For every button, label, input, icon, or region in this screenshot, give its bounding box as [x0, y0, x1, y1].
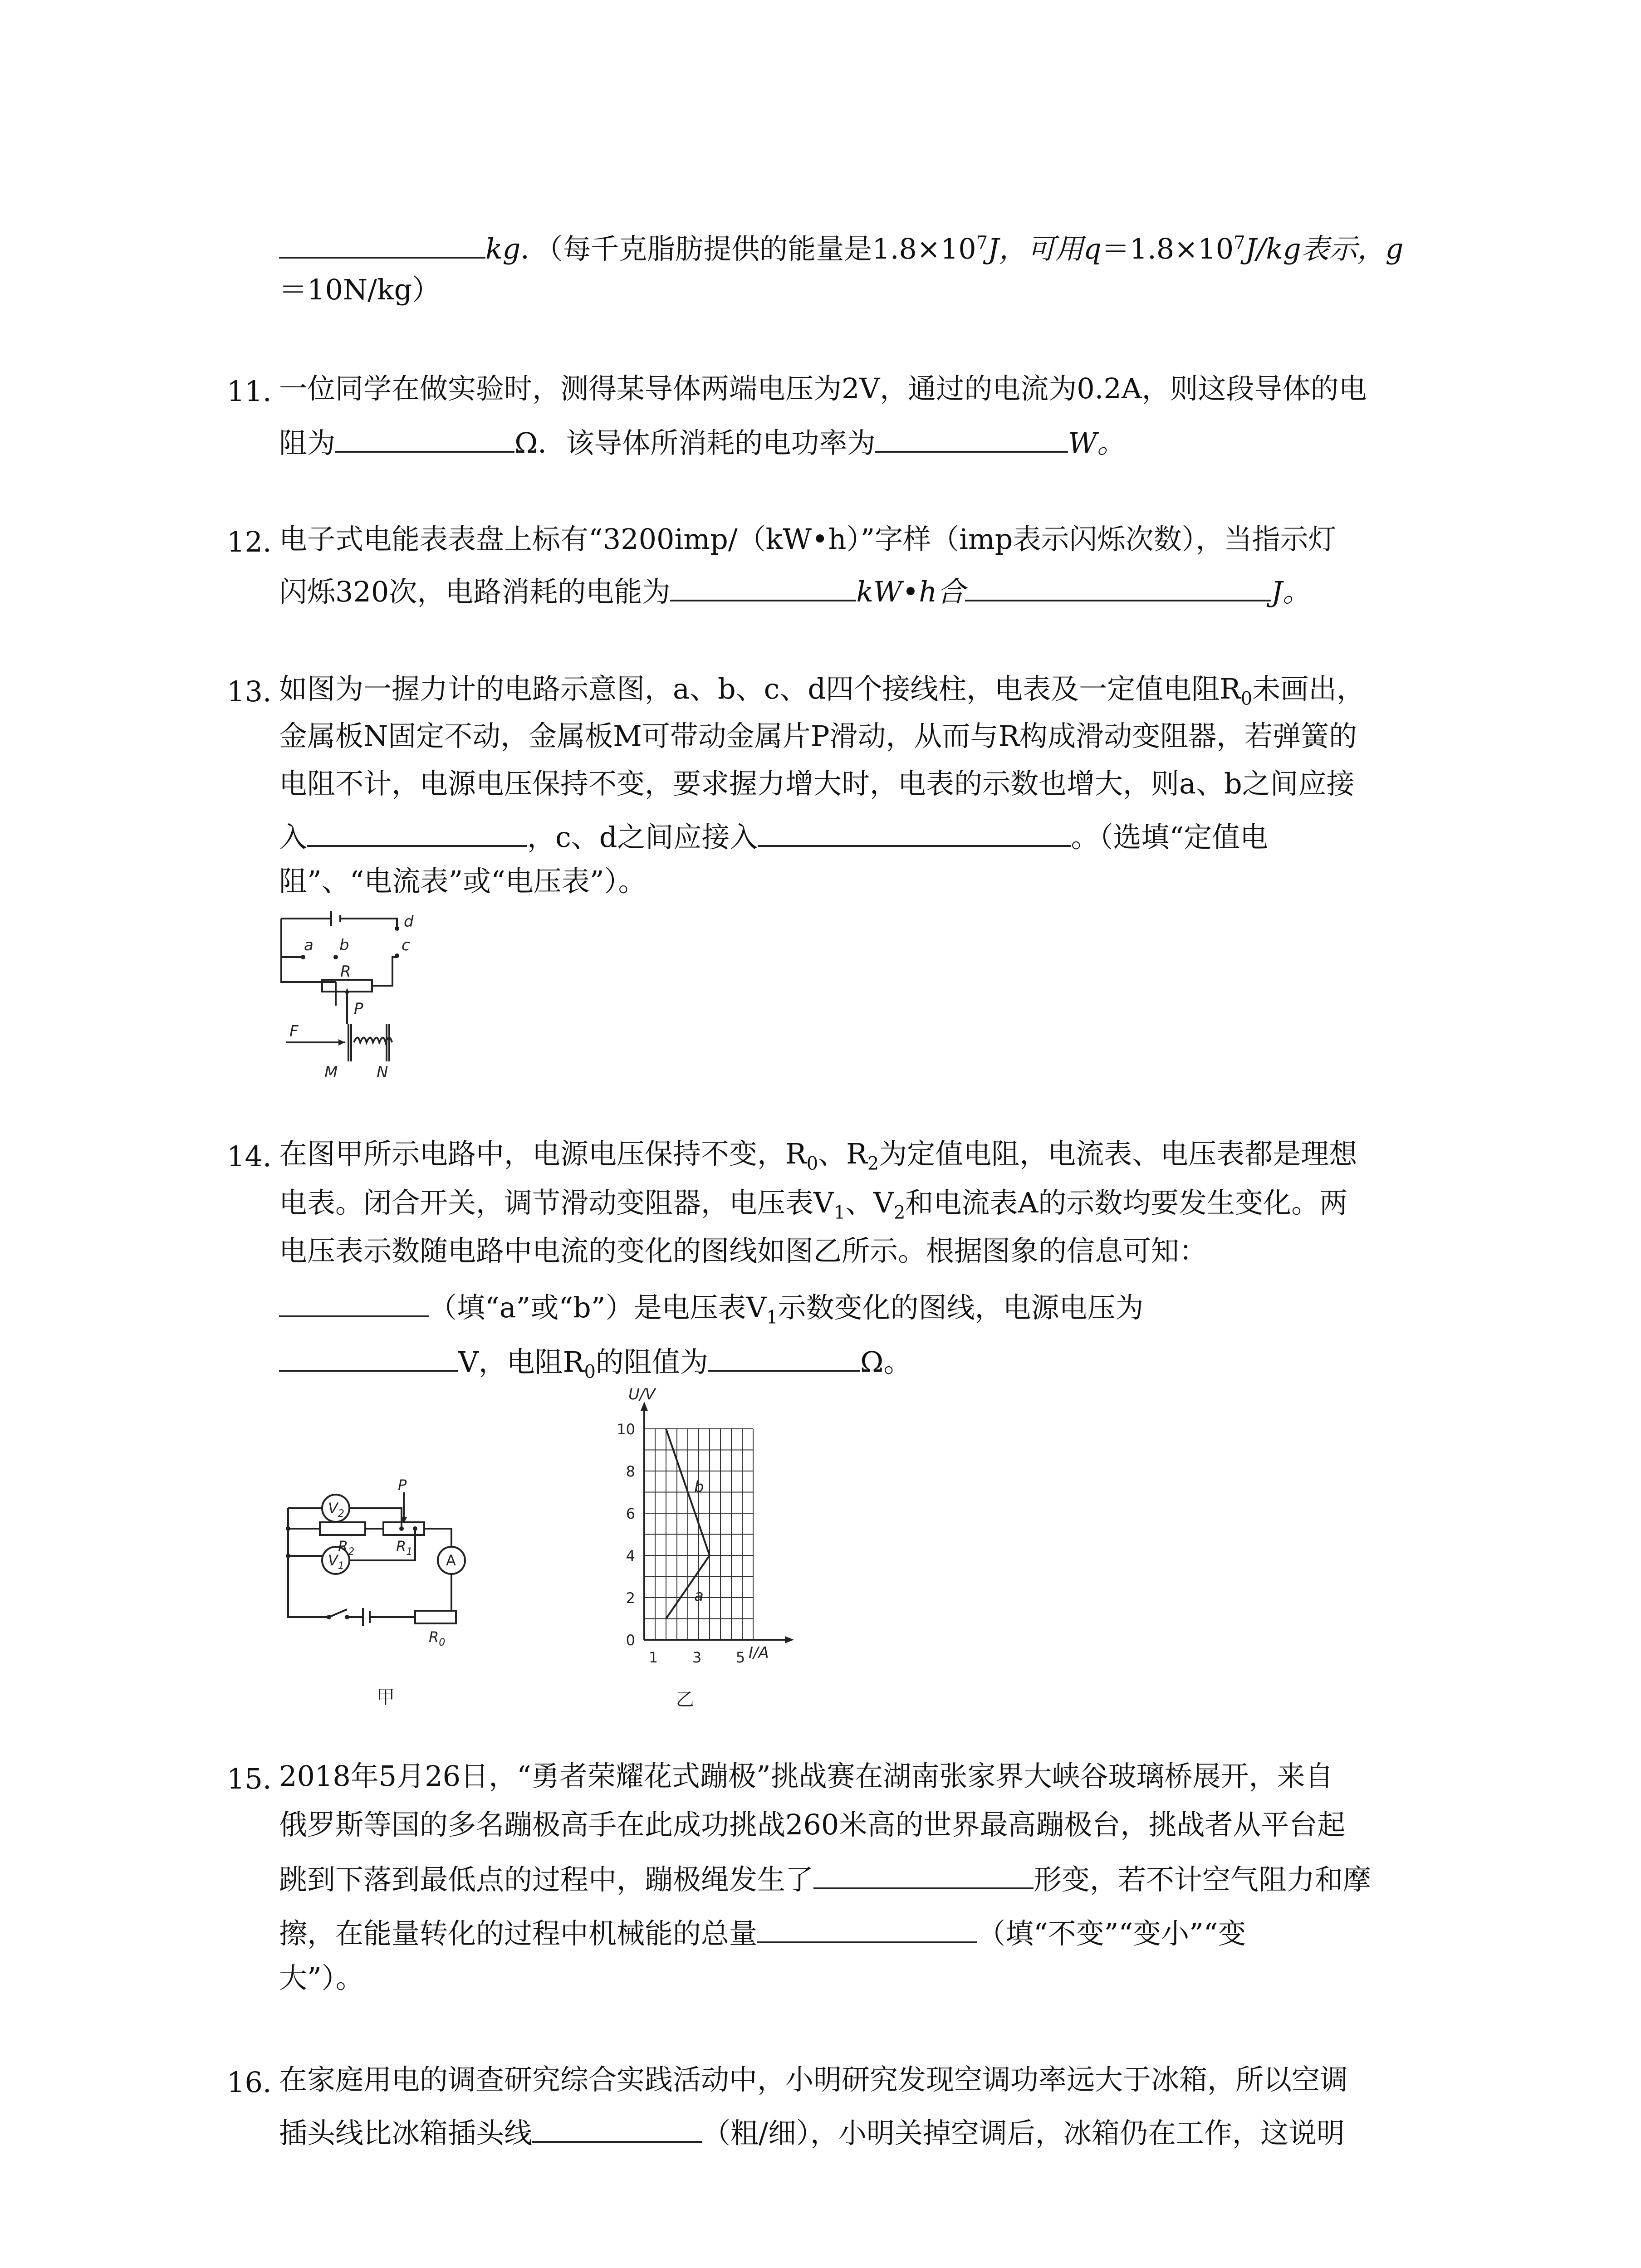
x-tick-label: 5	[735, 1649, 745, 1666]
q12-number: 12.	[227, 525, 272, 558]
q13-label-d: d	[404, 913, 414, 931]
q15-number: 15.	[227, 1762, 272, 1795]
q13-label-b: b	[339, 936, 349, 954]
r0-label: $R_0$	[429, 1628, 446, 1648]
series-label-b: b	[694, 1478, 704, 1496]
grip-force-circuit-figure	[268, 905, 458, 1080]
chart-grid	[641, 1402, 794, 1643]
q13-line5: 阻”、“电流表”或“电压表”）。	[279, 865, 647, 898]
q15-line4: 擦，在能量转化的过程中机械能的总量 （填“不变”“变小”“变	[279, 1915, 1246, 1948]
r1-label: $R_1$	[396, 1538, 413, 1558]
q14-line5: V，电阻$R_0$的阻值为 Ω。	[279, 1344, 911, 1381]
q14-line3: 电压表示数随电路中电流的变化的图线如图乙所示。根据图象的信息可知：	[279, 1234, 1208, 1267]
x-tick-label: 1	[648, 1649, 658, 1666]
q14-number: 14.	[227, 1140, 272, 1173]
q16-number: 16.	[227, 2066, 272, 2099]
q13-blank-cd[interactable]	[758, 819, 1071, 847]
q13-label-N: N	[377, 1063, 388, 1080]
v2-label: $V_2$	[328, 1500, 344, 1520]
q15-blank-energy[interactable]	[757, 1915, 977, 1943]
q13-label-P: P	[354, 1000, 363, 1018]
y-tick-label: 0	[626, 1632, 635, 1649]
q15-line2: 俄罗斯等国的多名蹦极高手在此成功挑战260米高的世界最高蹦极台，挑战者从平台起	[279, 1808, 1346, 1841]
y-tick-label: 10	[617, 1421, 635, 1438]
y-tick-label: 4	[626, 1547, 635, 1564]
q11-line1: 一位同学在做实验时，测得某导体两端电压为2V，通过的电流为0.2A，则这段导体的电	[279, 372, 1367, 405]
q14-ui-chart	[567, 1386, 803, 1712]
y-tick-label: 6	[626, 1505, 635, 1522]
q14-blank-graph[interactable]	[279, 1289, 429, 1317]
q13-number: 13.	[227, 675, 272, 708]
figure-jia-caption: 甲	[377, 1687, 395, 1708]
series-label-a: a	[694, 1586, 704, 1605]
q16-line1: 在家庭用电的调查研究综合实践活动中，小明研究发现空调功率远大于冰箱，所以空调	[279, 2063, 1348, 2096]
p-label: P	[398, 1476, 407, 1494]
q13-label-R: R	[340, 963, 351, 981]
q11-number: 11.	[227, 375, 272, 408]
figure-yi-caption: 乙	[676, 1689, 694, 1710]
q14-line2: 电表。闭合开关，调节滑动变阻器，电压表$V_1$、$V_2$和电流表A的示数均要发生变化。两	[279, 1186, 1348, 1223]
q12-blank-kwh[interactable]	[670, 573, 856, 601]
q14-blank-voltage[interactable]	[279, 1344, 458, 1372]
chart-y-axis-label: U/V	[628, 1386, 656, 1403]
q13-label-M: M	[324, 1063, 338, 1080]
chart-x-axis-label: I/A	[749, 1644, 769, 1662]
q15-line1: 2018年5月26日，“勇者荣耀花式蹦极”挑战赛在湖南张家界大峡谷玻璃桥展开，来自	[279, 1760, 1333, 1793]
q13-blank-ab[interactable]	[307, 819, 527, 847]
q12-line2: 闪烁320次，电路消耗的电能为 kW•h合 J。	[279, 573, 1311, 606]
q16-line2: 插头线比冰箱插头线 （粗/细），小明关掉空调后，冰箱仍在工作，这说明	[279, 2115, 1345, 2147]
q13-line4: 入 ，c、d之间应接入 。（选填“定值电	[279, 819, 1268, 851]
q11-blank-power[interactable]	[875, 425, 1068, 453]
q13-line3: 电阻不计，电源电压保持不变，要求握力增大时，电表的示数也增大，则a、b之间应接	[279, 767, 1355, 800]
q14-blank-resistance[interactable]	[708, 1344, 860, 1372]
q10-blank[interactable]	[279, 230, 485, 259]
q13-line1: 如图为一握力计的电路示意图，a、b、c、d四个接线柱，电表及一定值电阻$R_0$未画出，	[279, 672, 1365, 709]
q10-line2: ＝10N/kg）	[279, 273, 441, 306]
q16-blank-thickness[interactable]	[532, 2115, 702, 2143]
q15-blank-deformation[interactable]	[813, 1861, 1034, 1889]
x-tick-label: 3	[692, 1649, 702, 1666]
q13-label-F: F	[289, 1022, 299, 1041]
y-tick-label: 8	[626, 1463, 635, 1480]
chart-ticks	[617, 1421, 745, 1666]
q14-circuit-diagram	[279, 1465, 506, 1710]
q10-line1: kg．（每千克脂肪提供的能量是$1.8\times 10^7J$，可用$q=1.8\times 10^7J/kg$表示，g	[279, 230, 1403, 263]
y-tick-label: 2	[626, 1589, 635, 1607]
q12-blank-joule[interactable]	[965, 573, 1271, 601]
q14-line4: （填“a”或“b”）是电压表$V_1$示数变化的图线，电源电压为	[279, 1289, 1144, 1326]
q14-line1: 在图甲所示电路中，电源电压保持不变，$R_0$、$R_2$为定值电阻，电流表、电压表都是理想	[279, 1137, 1357, 1174]
q11-line2: 阻为 Ω．该导体所消耗的电功率为 W。	[279, 425, 1125, 457]
q13-label-c: c	[402, 936, 410, 954]
q13-label-a: a	[304, 936, 314, 954]
r2-label: $R_2$	[338, 1538, 355, 1558]
q15-line5: 大”）。	[279, 1961, 364, 1994]
q13-line2: 金属板N固定不动，金属板M可带动金属片P滑动，从而与R构成滑动变阻器，若弹簧的	[279, 719, 1357, 753]
q12-line1: 电子式电能表表盘上标有“3200imp/（kW•h）”字样（imp表示闪烁次数），当指示灯	[279, 523, 1337, 556]
q15-line3: 跳到下落到最低点的过程中，蹦极绳发生了 形变，若不计空气阻力和摩	[279, 1861, 1371, 1894]
q11-blank-resistance[interactable]	[335, 425, 514, 453]
ammeter-label: A	[446, 1552, 456, 1569]
x-axis-arrow	[785, 1636, 794, 1643]
v1-label: $V_1$	[328, 1552, 344, 1572]
